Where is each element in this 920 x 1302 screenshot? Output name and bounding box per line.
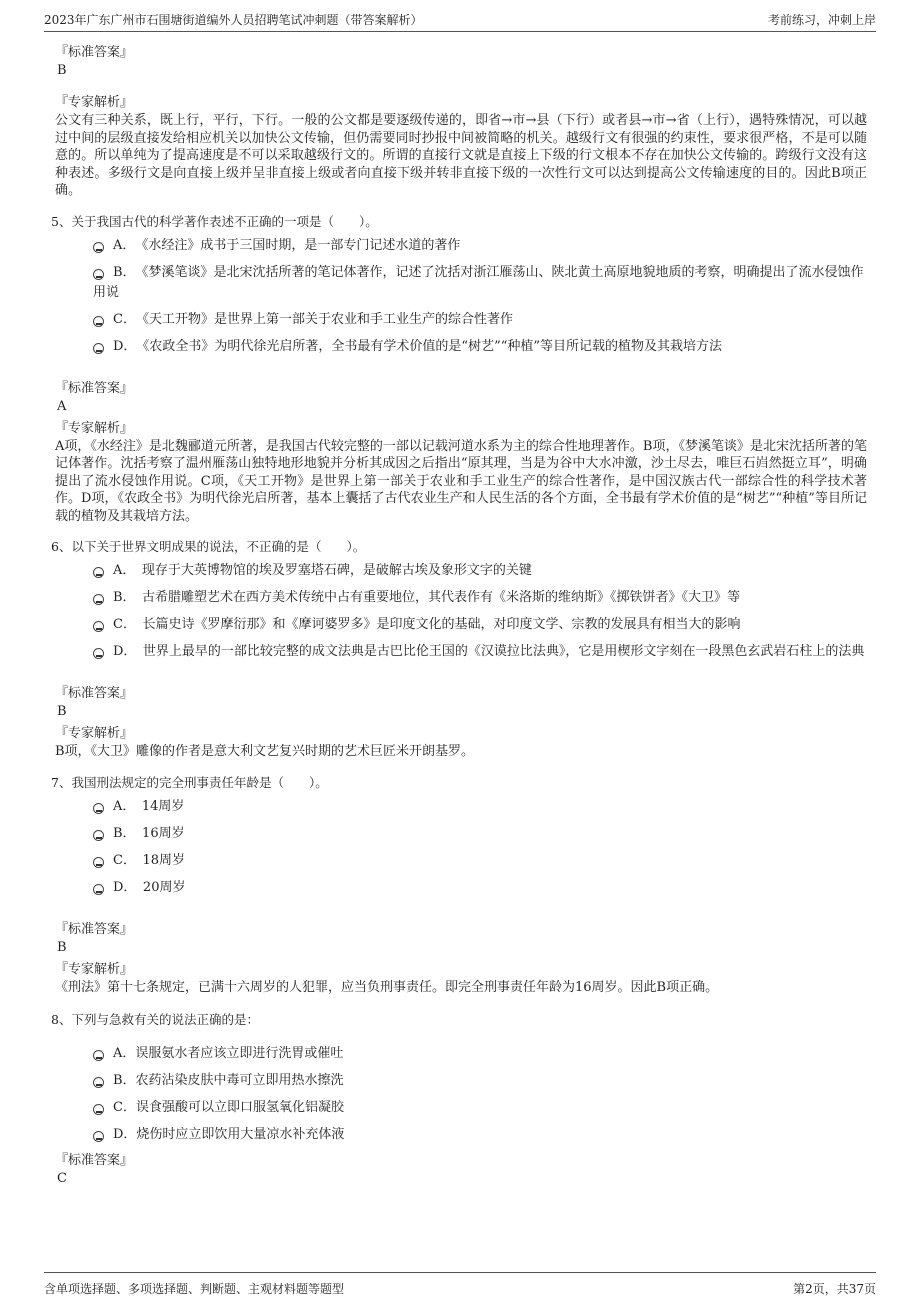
radio-icon[interactable]	[93, 884, 104, 895]
expert-analysis-label: 『专家解析』	[55, 95, 134, 110]
q5-analysis: A项，《水经注》是北魏郦道元所著，是我国古代较完整的一部以记载河道水系为主的综合性地理著作。B项，《梦溪笔谈》是北宋沈括所著的笔记体著作。沈括考察了温州雁荡山独特地形地貌并分析其成因之后指出“原其理，当是为谷中大水冲激，沙土尽去，唯巨石岿然挺立耳”，明确提出了流水侵蚀作用说。C项，《天工开物》是世界上第一部关于农业和手工业生产的综合性著作，是中国汉族古代一部综合性的科学技术著作。D项，《农政全书》为明代徐光启所著，基本上囊括了古代农业生产和人民生活的各个方面，全书最有学术价值的是“树艺”“种植”等目所记载的植物及其栽培方法。	[55, 438, 867, 524]
q5-option-b[interactable]: B． 《梦溪笔谈》是北宋沈括所著的笔记体著作，记述了沈括对浙江雁荡山、陕北黄土高原地貌地质的考察，明确提出了流水侵蚀作用说	[93, 264, 864, 300]
radio-icon[interactable]	[93, 621, 104, 632]
q7-option-a[interactable]: A． 14周岁	[55, 797, 867, 817]
radio-icon[interactable]	[93, 594, 104, 605]
q8-option-b[interactable]: B．农药沾染皮肤中毒可立即用热水擦洗	[55, 1071, 867, 1091]
footer-note: 含单项选择题、多项选择题、判断题、主观材料题等题型	[44, 1282, 345, 1296]
q6-option-a[interactable]: A． 现存于大英博物馆的埃及罗塞塔石碑，是破解古埃及象形文字的关键	[55, 561, 867, 581]
q6-option-b[interactable]: B． 古希腊雕塑艺术在西方美术传统中占有重要地位，其代表作有《米洛斯的维纳斯》《掷铁饼者》《大卫》等	[55, 588, 867, 608]
q4-answer: B	[57, 63, 67, 78]
q6-answer: B	[57, 704, 67, 719]
radio-icon[interactable]	[93, 1050, 104, 1061]
radio-icon[interactable]	[93, 269, 104, 280]
q6-analysis: B项，《大卫》雕像的作者是意大利文艺复兴时期的艺术巨匠米开朗基罗。	[55, 744, 475, 759]
radio-icon[interactable]	[93, 857, 104, 868]
q6-option-c[interactable]: C． 长篇史诗《罗摩衍那》和《摩诃婆罗多》是印度文化的基础，对印度文学、宗教的发展具有相当大的影响	[55, 615, 867, 635]
radio-icon[interactable]	[93, 803, 104, 814]
q7-option-d[interactable]: D． 20周岁	[55, 878, 867, 898]
page-header	[44, 12, 876, 32]
standard-answer-label: 『标准答案』	[55, 686, 134, 701]
q8-option-d[interactable]: D．烧伤时应立即饮用大量凉水补充体液	[55, 1125, 867, 1145]
q8-option-c[interactable]: C．误食强酸可以立即口服氢氧化铝凝胶	[55, 1098, 867, 1118]
radio-icon[interactable]	[93, 830, 104, 841]
radio-icon[interactable]	[93, 343, 104, 354]
standard-answer-label: 『标准答案』	[55, 45, 134, 60]
expert-analysis-label: 『专家解析』	[55, 726, 134, 741]
standard-answer-label: 『标准答案』	[55, 1153, 134, 1168]
standard-answer-label: 『标准答案』	[55, 380, 134, 396]
expert-analysis-label: 『专家解析』	[55, 961, 134, 977]
q5-options	[55, 236, 867, 357]
q4-analysis: 公文有三种关系，既上行，平行，下行。一般的公文都是要逐级传递的，即省→市→县（下行）或者县→市→省（上行），遇特殊情况，可以越过中间的层级直接发给相应机关以加快公文传输，但仍需要同时抄报中间被简略的机关。越级行文有很强的约束性，要求很严格，不是可以随意的。所以单纯为了提高速度是不可以采取越级行文的。所谓的直接行文就是直接上下级的行文根本不存在加快公文传输的。跨级行文没有这种表述。多级行文是向直接上级并呈非直接上级或者向直接下级并转非直接下级的一次性行文可以达到提高公文传输速度的目的。因此B项正确。	[55, 113, 867, 198]
radio-icon[interactable]	[93, 567, 104, 578]
radio-icon[interactable]	[93, 316, 104, 327]
q5-question: 5、关于我国古代的科学著作表述不正确的一项是（ ）。	[51, 213, 378, 229]
header-title: 2023年广东广州市石围塘街道编外人员招聘笔试冲刺题（带答案解析）	[44, 13, 423, 27]
page-number: 第2页，共37页	[793, 1282, 876, 1296]
radio-icon[interactable]	[93, 1077, 104, 1088]
q8-option-a[interactable]: A．误服氨水者应该立即进行洗胃或催吐	[55, 1044, 867, 1064]
q7-question: 7、我国刑法规定的完全刑事责任年龄是（ ）。	[51, 774, 328, 790]
q7-option-b[interactable]: B． 16周岁	[55, 824, 867, 844]
q8-options	[55, 1044, 867, 1145]
q7-analysis: 《刑法》第十七条规定，已满十六周岁的人犯罪，应当负刑事责任。即完全刑事责任年龄为16周岁。因此B项正确。	[55, 979, 719, 995]
q8-question: 8、下列与急救有关的说法正确的是：	[51, 1012, 259, 1027]
radio-icon[interactable]	[93, 1104, 104, 1115]
page-footer	[44, 1272, 876, 1302]
q5-option-d[interactable]: D． 《农政全书》为明代徐光启所著，全书最有学术价值的是“树艺”“种植”等目所记载的植物及其栽培方法	[55, 337, 867, 357]
q6-options	[55, 561, 867, 662]
standard-answer-label: 『标准答案』	[55, 921, 134, 937]
q5-option-c[interactable]: C． 《天工开物》是世界上第一部关于农业和手工业生产的综合性著作	[55, 310, 867, 330]
q8-answer: C	[57, 1171, 67, 1186]
radio-icon[interactable]	[93, 242, 104, 253]
q7-options	[55, 797, 867, 898]
page-content	[51, 44, 867, 1202]
radio-icon[interactable]	[93, 1131, 104, 1142]
q7-answer: B	[57, 939, 67, 955]
radio-icon[interactable]	[93, 648, 104, 659]
header-slogan: 考前练习，冲刺上岸	[767, 13, 876, 27]
expert-analysis-label: 『专家解析』	[55, 420, 134, 436]
q7-option-c[interactable]: C． 18周岁	[55, 851, 867, 871]
q6-question: 6、以下关于世界文明成果的说法，不正确的是（ ）。	[51, 539, 366, 554]
q6-option-d[interactable]: D． 世界上最早的一部比较完整的成文法典是古巴比伦王国的《汉谟拉比法典》，它是用楔形文字刻在一段黑色玄武岩石柱上的法典	[55, 642, 867, 662]
q5-option-a[interactable]: A． 《水经注》成书于三国时期，是一部专门记述水道的著作	[55, 236, 867, 256]
q5-answer: A	[57, 398, 67, 414]
